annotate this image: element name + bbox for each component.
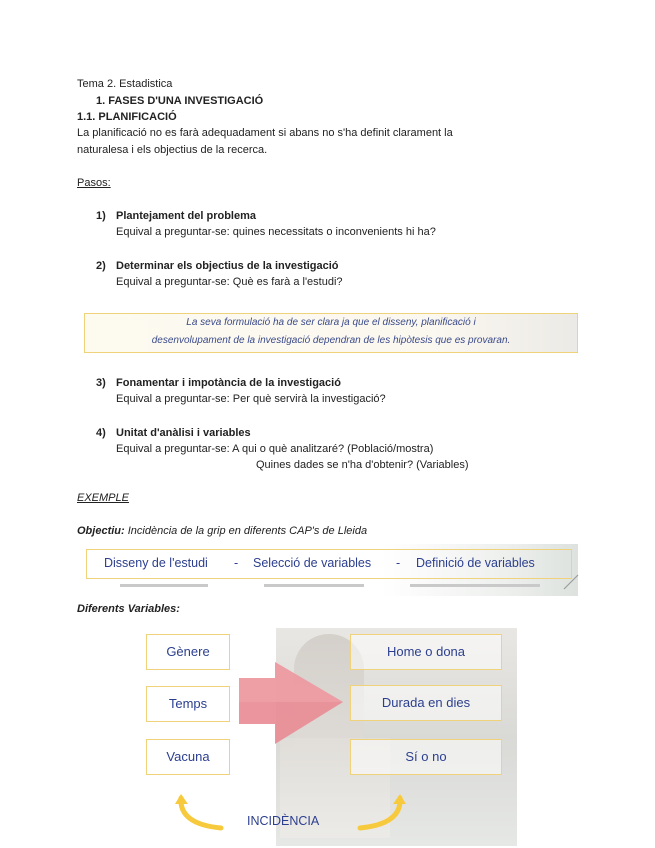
topic-line: Tema 2. Estadistica (77, 78, 173, 90)
section-title: 1. FASES D'UNA INVESTIGACIÓ (96, 95, 264, 107)
step-title: Unitat d'anàlisi i variables (116, 427, 251, 439)
step-title: Plantejament del problema (116, 210, 256, 222)
step-number: 2) (96, 260, 106, 272)
flow-step-design: Disseny de l'estudi (104, 556, 208, 570)
variable-left: Temps (146, 686, 230, 722)
objective-line (77, 525, 367, 537)
study-flow-banner (86, 544, 578, 596)
step-description: Equival a preguntar-se: Per què servirà la investigació? (116, 393, 386, 405)
step-description: Equival a preguntar-se: Què es farà a l'estudi? (116, 276, 343, 288)
corner-slash-icon (562, 574, 580, 590)
hypothesis-callout (84, 313, 578, 353)
flow-separator: - (234, 556, 239, 570)
incidence-label: INCIDÈNCIA (247, 814, 320, 828)
objective-label: Objectiu: (77, 525, 125, 537)
arrow-right-icon (235, 660, 347, 748)
objective-text: Incidència de la grip en diferents CAP's de Lleida (124, 525, 368, 537)
flow-step-definition: Definició de variables (416, 556, 535, 570)
flow-separator: - (396, 556, 401, 570)
flow-subcaption (410, 584, 540, 587)
flow-subcaption (120, 584, 208, 587)
callout-line-1: La seva formulació ha de ser clara ja que el disseny, planificació i (186, 317, 476, 328)
curved-arrow-left-icon (175, 794, 225, 834)
intro-line-1: La planificació no es farà adequadament si abans no s'ha definit clarament la (77, 127, 453, 139)
step-description: Equival a preguntar-se: quines necessitats o inconvenients hi ha? (116, 226, 436, 238)
flow-subcaption (264, 584, 364, 587)
variables-heading: Diferents Variables: (77, 603, 180, 615)
callout-line-2: desenvolupament de la investigació dependran de les hipòtesis que es provaran. (151, 335, 511, 346)
step-description-2: Quines dades se n'ha d'obtenir? (Variables) (256, 459, 469, 471)
step-number: 3) (96, 377, 106, 389)
variable-left: Gènere (146, 634, 230, 670)
intro-line-2: naturalesa i els objectius de la recerca. (77, 144, 268, 156)
step-number: 1) (96, 210, 106, 222)
step-title: Fonamentar i impotància de la investigació (116, 377, 341, 389)
variable-right: Home o dona (350, 634, 502, 670)
steps-heading: Pasos: (77, 177, 111, 189)
flow-box (86, 549, 572, 579)
variable-right: Durada en dies (350, 685, 502, 721)
step-title: Determinar els objectius de la investigació (116, 260, 339, 272)
curved-arrow-right-icon (356, 794, 406, 834)
step-description: Equival a preguntar-se: A qui o què analitzaré? (Població/mostra) (116, 443, 434, 455)
subsection-title: 1.1. PLANIFICACIÓ (77, 111, 177, 123)
example-heading: EXEMPLE (77, 492, 129, 504)
variable-left: Vacuna (146, 739, 230, 775)
variable-right: Sí o no (350, 739, 502, 775)
step-number: 4) (96, 427, 106, 439)
flow-step-selection: Selecció de variables (253, 556, 372, 570)
